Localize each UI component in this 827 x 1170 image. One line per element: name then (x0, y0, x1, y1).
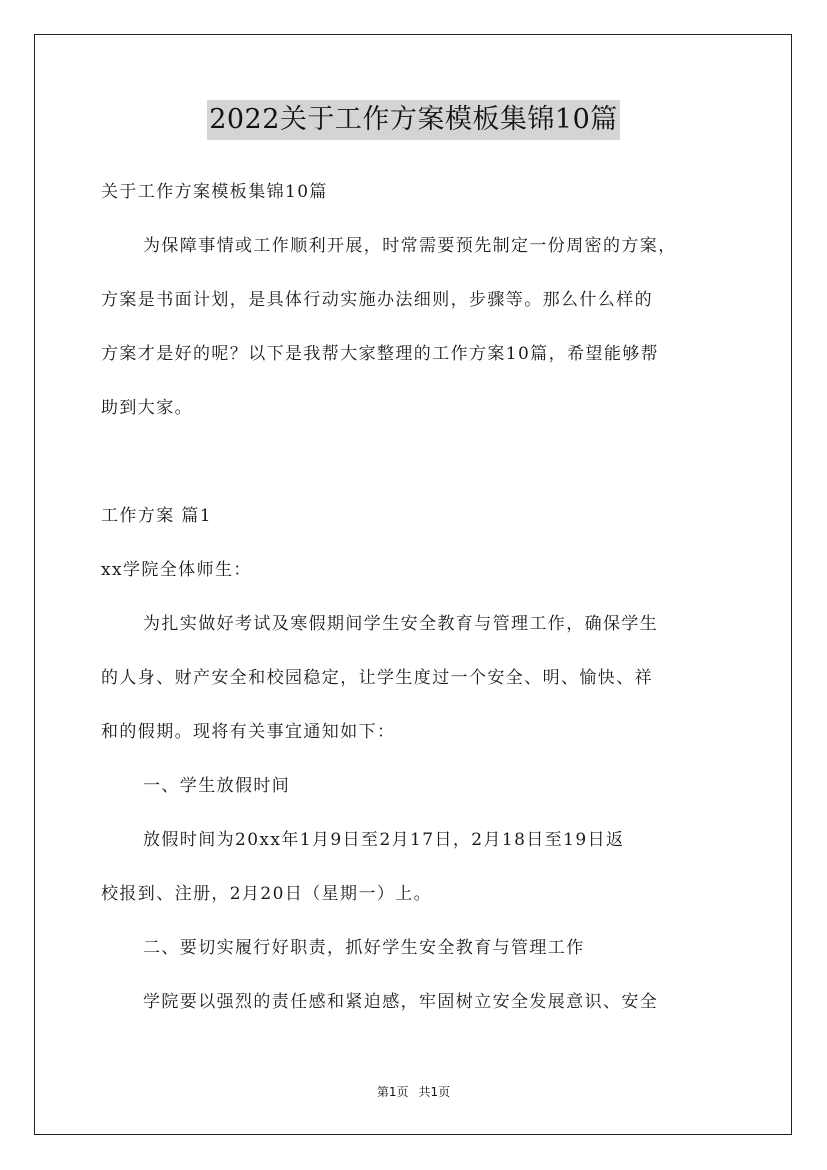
blank-line (101, 435, 726, 489)
subheading-line: 二、要切实履行好职责，抓好学生安全教育与管理工作 (143, 938, 585, 958)
paragraph-line: 方案是书面计划，是具体行动实施办法细则，步骤等。那么什么样的 (101, 290, 653, 310)
paragraph-line: 方案才是好的呢？以下是我帮大家整理的工作方案10篇，希望能够帮 (101, 344, 660, 364)
section-heading: 工作方案 篇1 (101, 506, 213, 526)
title-area (0, 100, 827, 140)
page-footer (0, 1083, 827, 1100)
subheading-line: 一、学生放假时间 (143, 776, 291, 796)
page-number: 第1页 (376, 1085, 409, 1099)
paragraph-line: 为扎实做好考试及寒假期间学生安全教育与管理工作，确保学生 (143, 614, 659, 634)
document-body (101, 165, 726, 1029)
paragraph-line: 和的假期。现将有关事宜通知如下： (101, 722, 396, 742)
salutation-line: xx学院全体师生： (101, 560, 252, 580)
paragraph-line: 学院要以强烈的责任感和紧迫感，牢固树立安全发展意识、安全 (143, 992, 659, 1012)
paragraph-line: 助到大家。 (101, 398, 193, 418)
paragraph-line: 校报到、注册，2月20日（星期一）上。 (101, 884, 433, 904)
paragraph-line: 为保障事情或工作顺利开展，时常需要预先制定一份周密的方案， (143, 236, 677, 256)
paragraph-line: 放假时间为20xx年1月9日至2月17日，2月18日至19日返 (143, 830, 625, 850)
subtitle-line: 关于工作方案模板集锦10篇 (101, 182, 328, 202)
document-title: 2022关于工作方案模板集锦10篇 (207, 100, 620, 140)
paragraph-line: 的人身、财产安全和校园稳定，让学生度过一个安全、明、愉快、祥 (101, 668, 653, 688)
page-total: 共1页 (418, 1085, 451, 1099)
